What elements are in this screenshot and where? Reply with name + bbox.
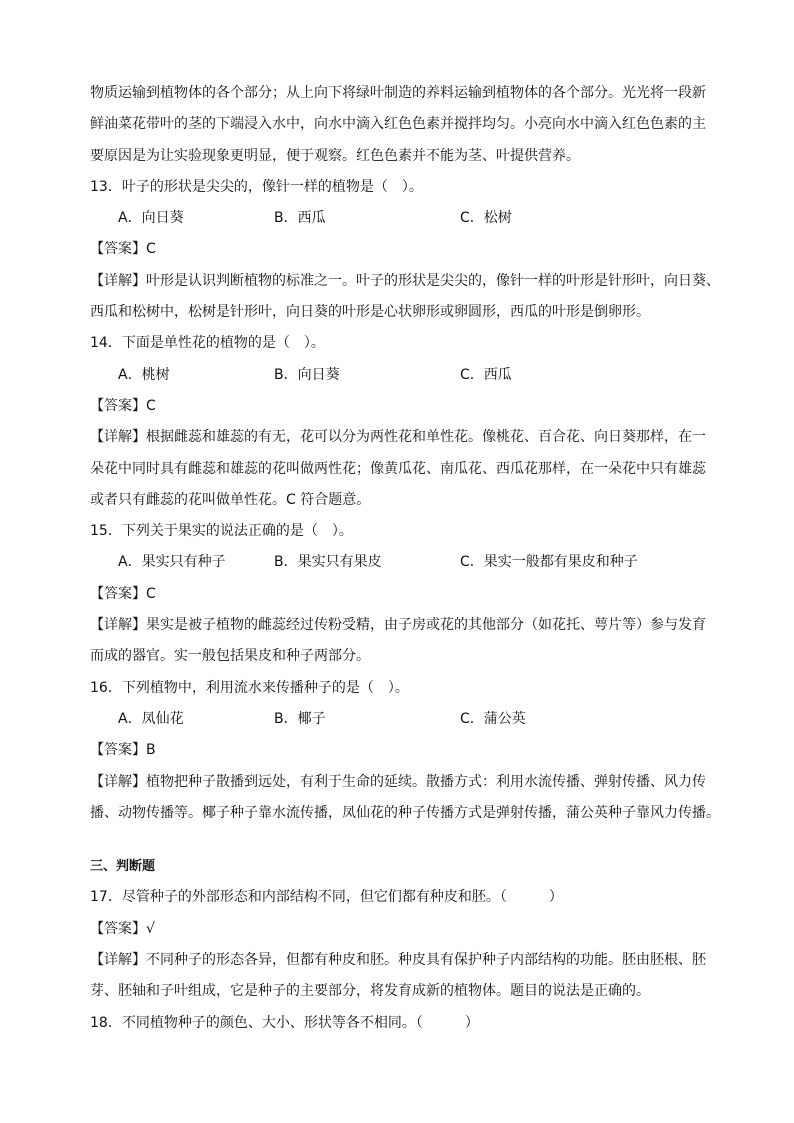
question-17-explain-line-1: 【详解】不同种子的形态各异，但都有种皮和胚。种皮具有保护种子内部结构的功能。胚由胚根、胚	[90, 952, 706, 969]
question-15-options	[90, 547, 706, 578]
question-14-stem: 14．下面是单性花的植物的是（ ）。	[90, 335, 325, 352]
question-13-option-c: C．松树	[460, 210, 512, 227]
question-13-answer: 【答案】C	[90, 241, 156, 258]
question-17-stem: 17．尽管种子的外部形态和内部结构不同，但它们都有种皮和胚。（ ）	[90, 889, 563, 906]
question-15-explain-line-2: 而成的器官。实一般包括果皮和种子两部分。	[90, 648, 370, 665]
question-14-explain-line-1: 【详解】根据雌蕊和雄蕊的有无，花可以分为两性花和单性花。像桃花、百合花、向日葵那样，在一	[90, 429, 706, 446]
question-14-explain-line-3: 或者只有雌蕊的花叫做单性花。C 符合题意。	[90, 491, 371, 508]
question-13-options	[90, 203, 706, 234]
question-13-stem: 13．叶子的形状是尖尖的，像针一样的植物是（ ）。	[90, 178, 423, 195]
question-15-stem: 15．下列关于果实的说法正确的是（ ）。	[90, 523, 353, 540]
question-16-explain-line-1: 【详解】植物把种子散播到远处，有利于生命的延续。散播方式：利用水流传播、弹射传播、风力传	[90, 773, 706, 790]
question-15-option-b: B．果实只有果皮	[274, 554, 382, 571]
question-16-option-c: C．蒲公英	[460, 710, 526, 727]
question-14-option-a: A．桃树	[118, 366, 170, 383]
question-15-explain-line-1: 【详解】果实是被子植物的雌蕊经过传粉受精，由子房或花的其他部分（如花托、萼片等）参与发育	[90, 617, 706, 634]
intro-line-1: 物质运输到植物体的各个部分；从上向下将绿叶制造的养料运输到植物体的各个部分。光光将一段新	[90, 85, 706, 101]
question-16-explain-line-2: 播、动物传播等。椰子种子靠水流传播，凤仙花的种子传播方式是弹射传播，蒲公英种子靠风力传播。	[90, 804, 720, 821]
question-13-option-a: A．向日葵	[118, 210, 184, 227]
question-16-options	[90, 704, 706, 735]
question-15-option-c: C．果实一般都有果皮和种子	[460, 554, 638, 571]
question-15-option-a: A．果实只有种子	[118, 554, 226, 571]
intro-line-3: 要原因是为让实验现象更明显，便于观察。红色色素并不能为茎、叶提供营养。	[90, 147, 580, 164]
intro-line-2: 鲜油菜花带叶的茎的下端浸入水中，向水中滴入红色色素并搅拌均匀。小亮向水中滴入红色色素的主	[90, 116, 706, 133]
question-14-explain-line-2: 朵花中同时具有雌蕊和雄蕊的花叫做两性花；像黄瓜花、南瓜花、西瓜花那样，在一朵花中只有雄蕊	[90, 460, 706, 477]
section-title-judgment: 三、判断题	[90, 859, 156, 875]
question-13-option-b: B．西瓜	[274, 210, 326, 227]
question-14-option-c: C．西瓜	[460, 366, 512, 383]
question-17-answer: 【答案】√	[90, 920, 155, 937]
question-13-explain-line-1: 【详解】叶形是认识判断植物的标准之一。叶子的形状是尖尖的，像针一样的叶形是针形叶，向日葵、	[90, 272, 720, 289]
question-13-explain-line-2: 西瓜和松树中，松树是针形叶，向日葵的叶形是心状卵形或卵圆形，西瓜的叶形是倒卵形。	[90, 304, 650, 321]
question-14-option-b: B．向日葵	[274, 366, 340, 383]
question-16-stem: 16．下列植物中，利用流水来传播种子的是（ ）。	[90, 679, 409, 696]
question-18-stem: 18．不同植物种子的颜色、大小、形状等各不相同。（ ）	[90, 1014, 479, 1031]
question-15-answer: 【答案】C	[90, 585, 156, 602]
question-14-options	[90, 360, 706, 391]
question-16-answer: 【答案】B	[90, 742, 156, 759]
question-16-option-b: B．椰子	[274, 710, 326, 727]
question-16-option-a: A．凤仙花	[118, 710, 184, 727]
document-page	[90, 78, 720, 1039]
question-17-explain-line-2: 芽、胚轴和子叶组成，它是种子的主要部分，将发育成新的植物体。题目的说法是正确的。	[90, 983, 650, 1000]
question-14-answer: 【答案】C	[90, 397, 156, 414]
